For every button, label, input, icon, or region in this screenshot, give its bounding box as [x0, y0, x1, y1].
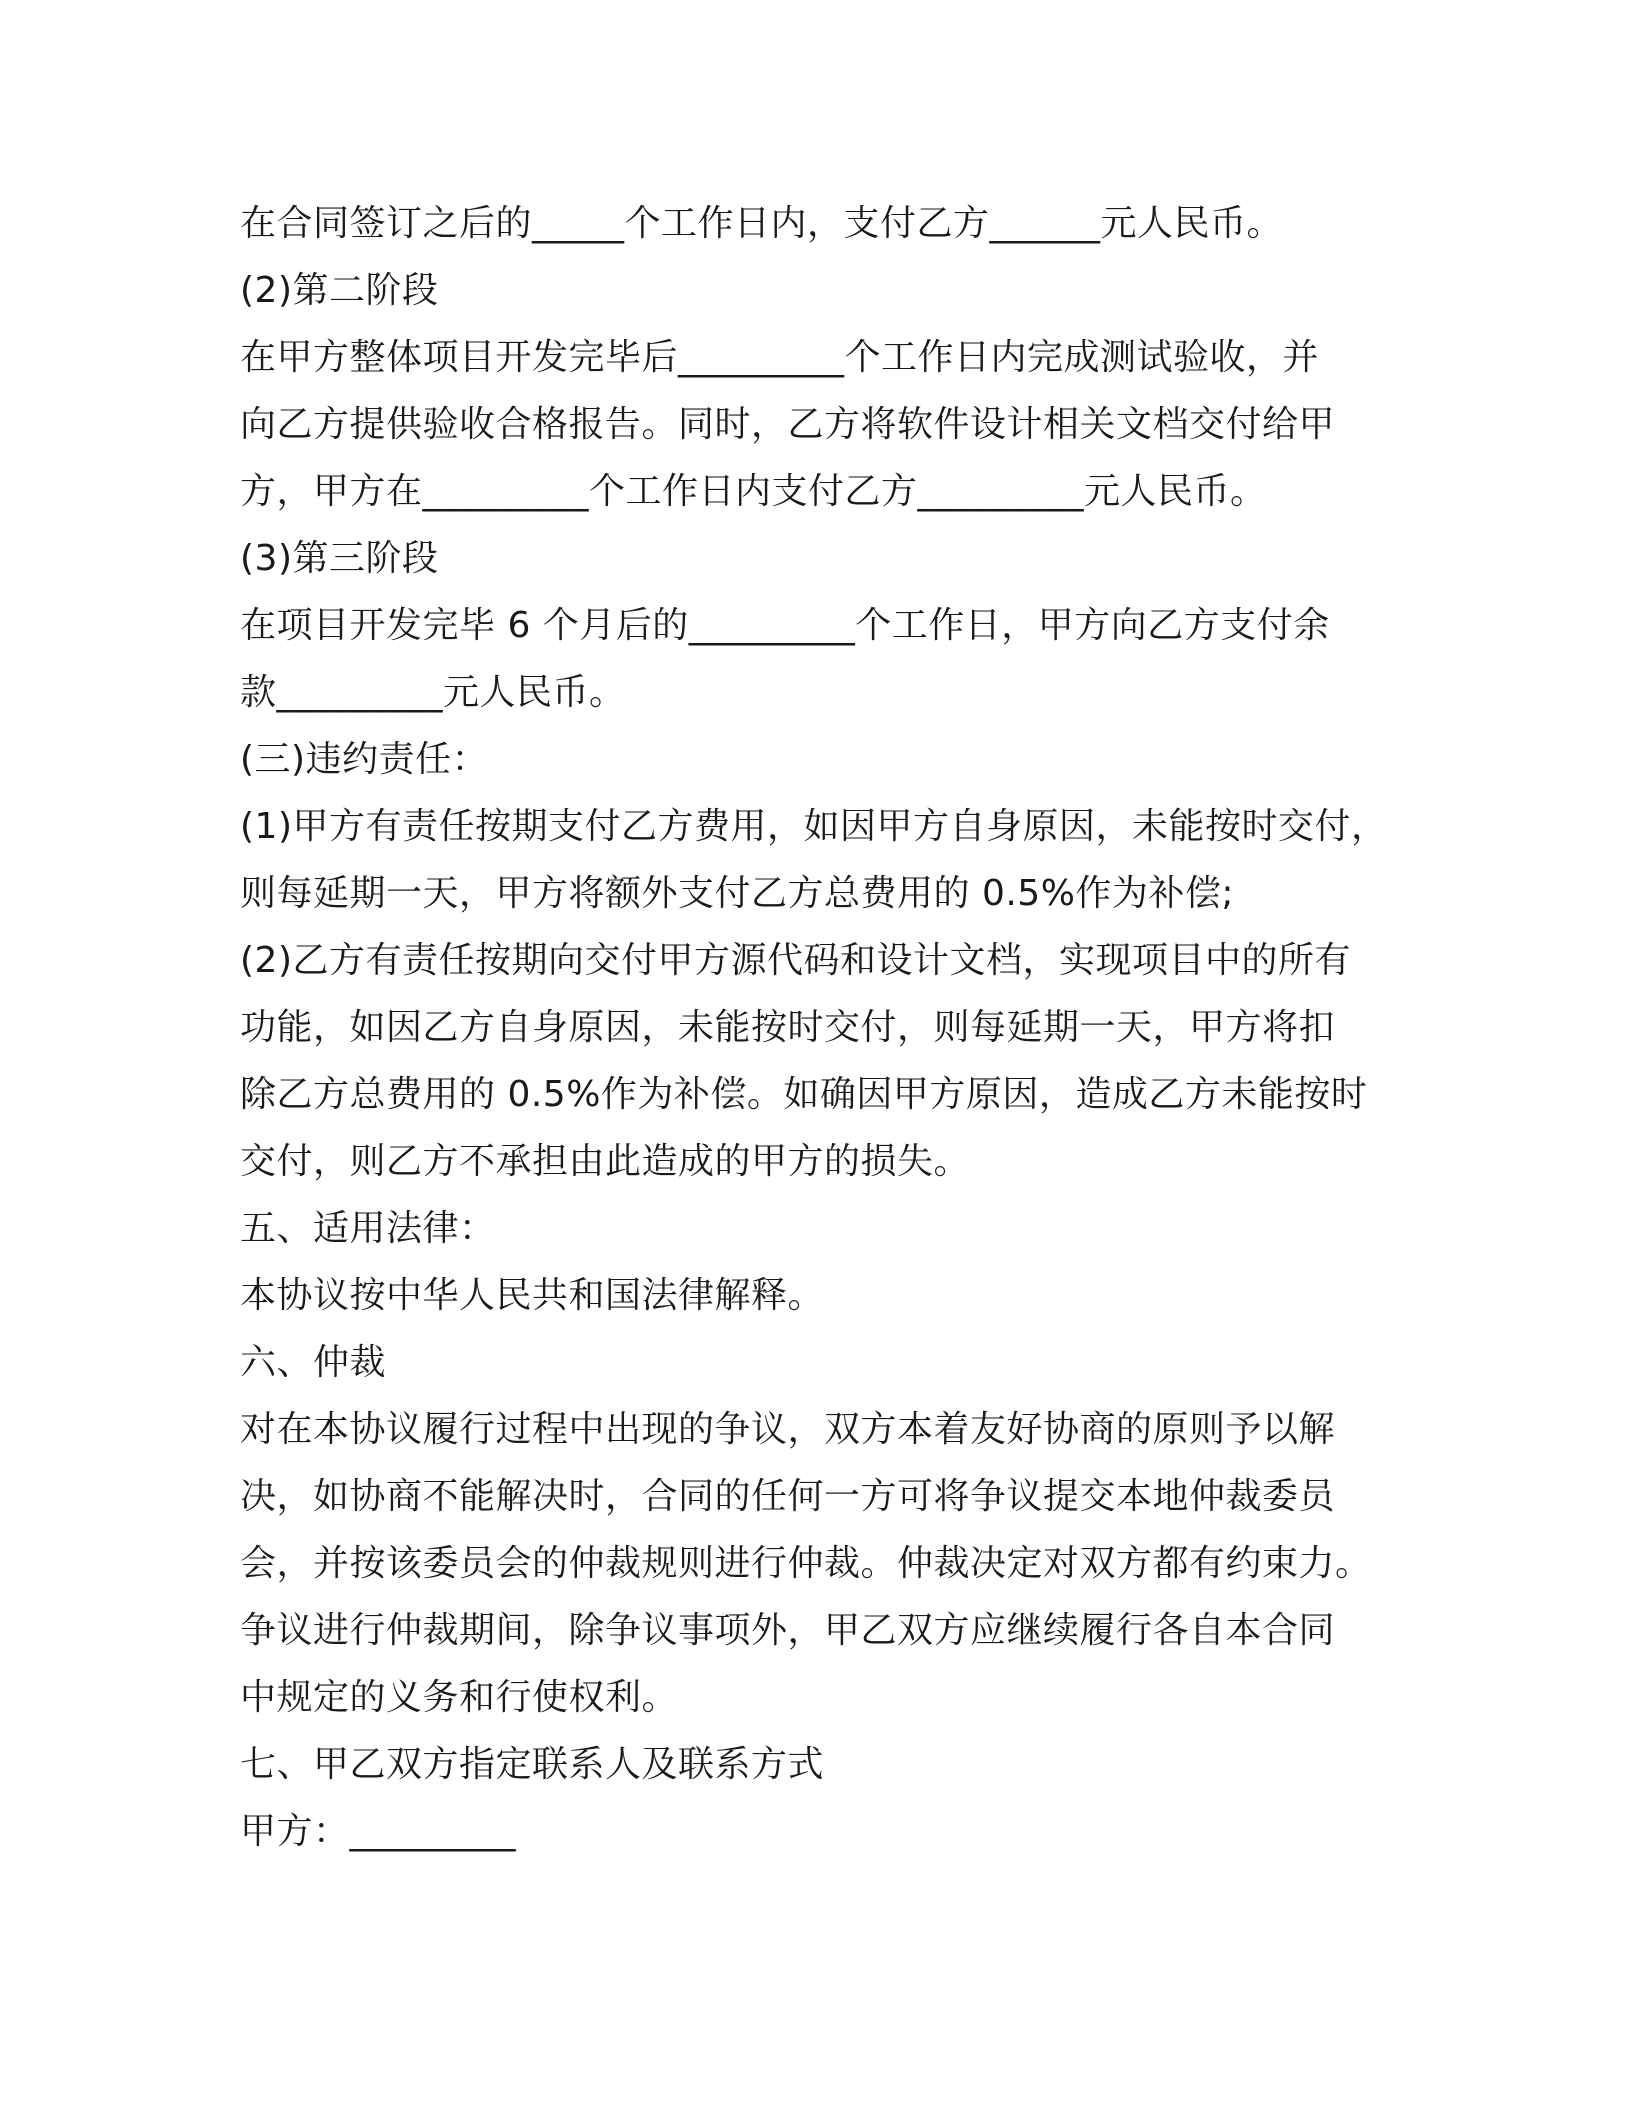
paragraph-line: 在甲方整体项目开发完毕后_________个工作日内完成测试验收，并: [240, 337, 1320, 378]
paragraph-line: 交付，则乙方不承担由此造成的甲方的损失。: [240, 1141, 971, 1182]
section-heading: (三)违约责任：: [240, 739, 489, 780]
paragraph-line: 会，并按该委员会的仲裁规则进行仲裁。仲裁决定对双方都有约束力。: [240, 1543, 1372, 1584]
paragraph-line: 款_________元人民币。: [240, 672, 626, 713]
paragraph-line: 则每延期一天，甲方将额外支付乙方总费用的 0.5%作为补偿;: [240, 873, 1235, 914]
section-heading: 六、仲裁: [240, 1342, 387, 1383]
paragraph-line: 向乙方提供验收合格报告。同时，乙方将软件设计相关文档交付给甲: [240, 404, 1336, 445]
paragraph-line: (1)甲方有责任按期支付乙方费用，如因甲方自身原因，未能按时交付，: [240, 806, 1388, 847]
paragraph-line: 决，如协商不能解决时，合同的任何一方可将争议提交本地仲裁委员: [240, 1476, 1336, 1517]
document-body: [240, 190, 1410, 1865]
paragraph-line: (2)乙方有责任按期向交付甲方源代码和设计文档，实现项目中的所有: [240, 940, 1351, 981]
contact-field-line: 甲方：_________: [240, 1811, 517, 1852]
paragraph-line: 中规定的义务和行使权利。: [240, 1677, 679, 1718]
paragraph-line: 在合同签订之后的_____个工作日内，支付乙方______元人民币。: [240, 203, 1284, 244]
section-heading: 七、甲乙双方指定联系人及联系方式: [240, 1744, 825, 1785]
paragraph-line: 在项目开发完毕 6 个月后的_________个工作日，甲方向乙方支付余: [240, 605, 1330, 646]
section-heading: (3)第三阶段: [240, 538, 439, 579]
paragraph-line: 方，甲方在_________个工作日内支付乙方_________元人民币。: [240, 471, 1267, 512]
paragraph-line: 本协议按中华人民共和国法律解释。: [240, 1275, 825, 1316]
paragraph-line: 争议进行仲裁期间，除争议事项外，甲乙双方应继续履行各自本合同: [240, 1610, 1336, 1651]
section-heading: 五、适用法律：: [240, 1208, 496, 1249]
paragraph-line: 除乙方总费用的 0.5%作为补偿。如确因甲方原因，造成乙方未能按时: [240, 1074, 1368, 1115]
paragraph-line: 功能，如因乙方自身原因，未能按时交付，则每延期一天，甲方将扣: [240, 1007, 1336, 1048]
paragraph-line: 对在本协议履行过程中出现的争议，双方本着友好协商的原则予以解: [240, 1409, 1336, 1450]
section-heading: (2)第二阶段: [240, 270, 439, 311]
